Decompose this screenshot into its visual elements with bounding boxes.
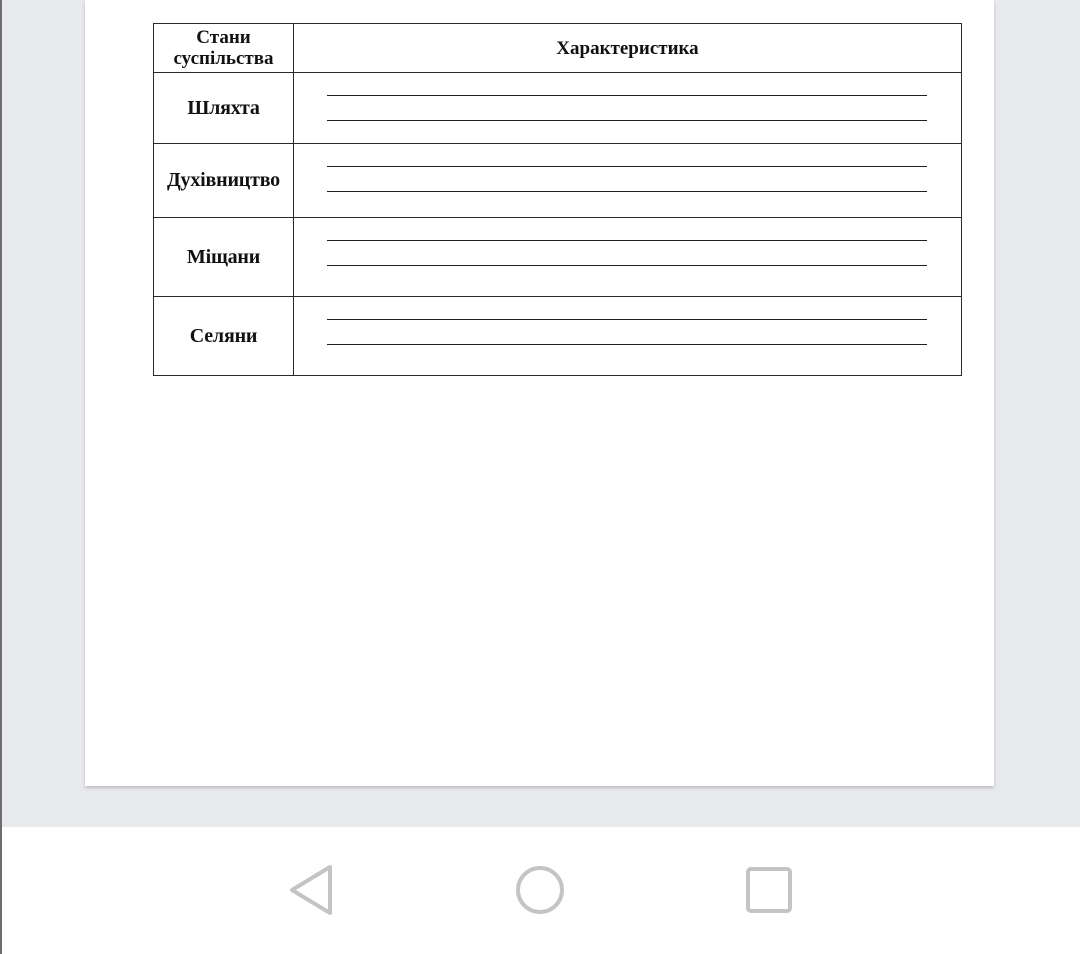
answer-cell[interactable] (294, 73, 962, 144)
answer-line[interactable] (327, 240, 927, 241)
table-header-row (154, 24, 962, 73)
answer-line[interactable] (327, 191, 927, 192)
estate-label: Селяни (154, 297, 294, 376)
estate-label: Духівництво (154, 144, 294, 218)
answer-line[interactable] (327, 95, 927, 96)
estate-label: Міщани (154, 218, 294, 297)
back-button[interactable] (282, 862, 338, 918)
estates-table (153, 23, 962, 376)
table-row (154, 73, 962, 144)
answer-cell[interactable] (294, 297, 962, 376)
document-viewer[interactable] (2, 0, 1080, 827)
circle-home-icon (512, 862, 568, 918)
document-page (85, 0, 994, 786)
answer-line[interactable] (327, 265, 927, 266)
table-row (154, 218, 962, 297)
answer-cell[interactable] (294, 218, 962, 297)
answer-line[interactable] (327, 344, 927, 345)
triangle-back-icon (286, 862, 334, 918)
estate-label: Шляхта (154, 73, 294, 144)
answer-line[interactable] (327, 319, 927, 320)
table-row (154, 297, 962, 376)
answer-line[interactable] (327, 166, 927, 167)
table-row (154, 144, 962, 218)
recents-button[interactable] (741, 862, 797, 918)
answer-line[interactable] (327, 120, 927, 121)
system-navigation-bar (2, 827, 1080, 954)
square-recents-icon (741, 862, 797, 918)
header-characteristic: Характеристика (294, 24, 962, 73)
header-estates: Стани суспільства (154, 24, 294, 73)
home-button[interactable] (512, 862, 568, 918)
answer-cell[interactable] (294, 144, 962, 218)
